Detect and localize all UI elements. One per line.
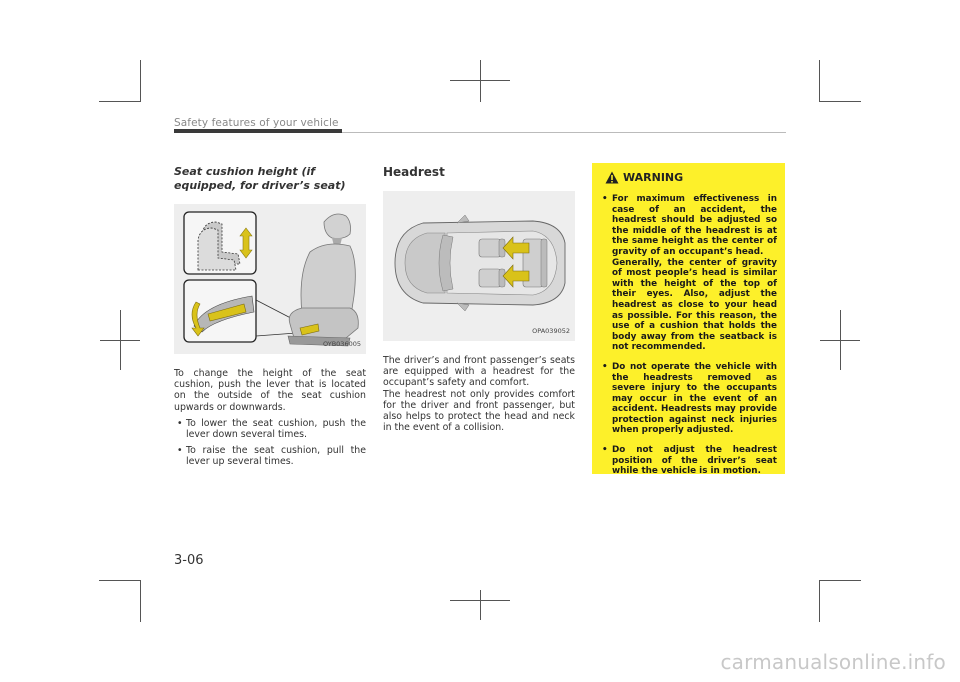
warning-text: Do not operate the vehicle with the headrests removed as severe injury to the occupants may occur in the event of an accident. Headrests may provide protection against neck injuries when properly adjusted. <box>612 361 777 436</box>
bullet-dot: • <box>177 445 183 457</box>
warning-title: WARNING <box>623 171 684 184</box>
page-number: 3-06 <box>174 553 204 568</box>
list-item <box>600 445 777 477</box>
bullet-dot: • <box>602 445 608 456</box>
headrest-figure <box>383 191 575 341</box>
headrest-text-2: The headrest not only provides comfort for the driver and front passenger, but also helps to protect the head and neck in the event of a collision. <box>383 388 575 434</box>
crop-mark <box>819 101 861 102</box>
crop-mark <box>140 60 141 102</box>
crop-mark <box>480 60 481 102</box>
warning-text: Do not adjust the headrest position of the driver’s seat while the vehicle is in motion. <box>612 445 777 477</box>
page-header <box>174 117 786 137</box>
warning-box <box>592 163 785 477</box>
crop-mark <box>819 580 820 622</box>
crop-mark <box>819 60 820 102</box>
seat-cushion-text: To change the height of the seat cushion, push the lever that is located on the outside of the seat cushion upwards or downwards. <box>174 368 366 413</box>
seat-illustration <box>174 204 366 354</box>
warning-list <box>600 194 777 477</box>
headrest-heading: Headrest <box>383 165 445 179</box>
crop-mark <box>450 80 510 81</box>
warning-header <box>605 171 777 184</box>
header-bar <box>174 129 342 133</box>
headrest-text-1: The driver’s and front passenger’s seats are equipped with a headrest for the occupant’s safety and comfort. <box>383 355 575 389</box>
list-item <box>174 445 366 467</box>
crop-mark <box>100 340 140 341</box>
seat-cushion-figure <box>174 204 366 354</box>
headrest-section <box>383 165 575 433</box>
car-top-view-illustration <box>383 191 575 341</box>
crop-mark <box>450 600 510 601</box>
bullet-dot: • <box>602 194 608 204</box>
warning-text: For maximum effectiveness in case of an accident, the headrest should be adjusted so the middle of the headrest is at the same height as the center of gravity of an occupant’s head. <box>612 194 777 257</box>
seat-cushion-heading: Seat cushion height (if equipped, for driver’s seat) <box>174 165 346 192</box>
list-item <box>174 418 366 440</box>
bullet-text: To lower the seat cushion, push the lever down several times. <box>186 417 366 441</box>
bullet-dot: • <box>602 361 608 372</box>
figure-code: OYB036005 <box>322 339 361 348</box>
warning-text: Generally, the center of gravity of most people’s head is similar with the height of the top of their eyes. Also, adjust the headrest as close to your head as possible. For this reason, the use of a cushion that holds the body away from the seatback is not recommended. <box>612 257 777 353</box>
crop-mark <box>819 580 861 581</box>
list-item <box>600 362 777 436</box>
watermark: carmanualsonline.info <box>720 650 946 674</box>
crop-mark <box>99 580 141 581</box>
warning-triangle-icon <box>605 171 619 184</box>
crop-mark <box>99 101 141 102</box>
bullet-text: To raise the seat cushion, pull the lever up several times. <box>186 445 366 468</box>
seat-cushion-section <box>174 165 366 468</box>
crop-mark <box>820 340 860 341</box>
crop-mark <box>480 590 481 620</box>
header-rule <box>342 132 786 133</box>
list-item <box>600 194 777 353</box>
seat-cushion-bullets <box>174 418 366 468</box>
figure-code: OPA039052 <box>532 326 570 335</box>
crop-mark <box>140 580 141 622</box>
bullet-dot: • <box>177 417 183 429</box>
section-title: Safety features of your vehicle <box>174 117 339 129</box>
